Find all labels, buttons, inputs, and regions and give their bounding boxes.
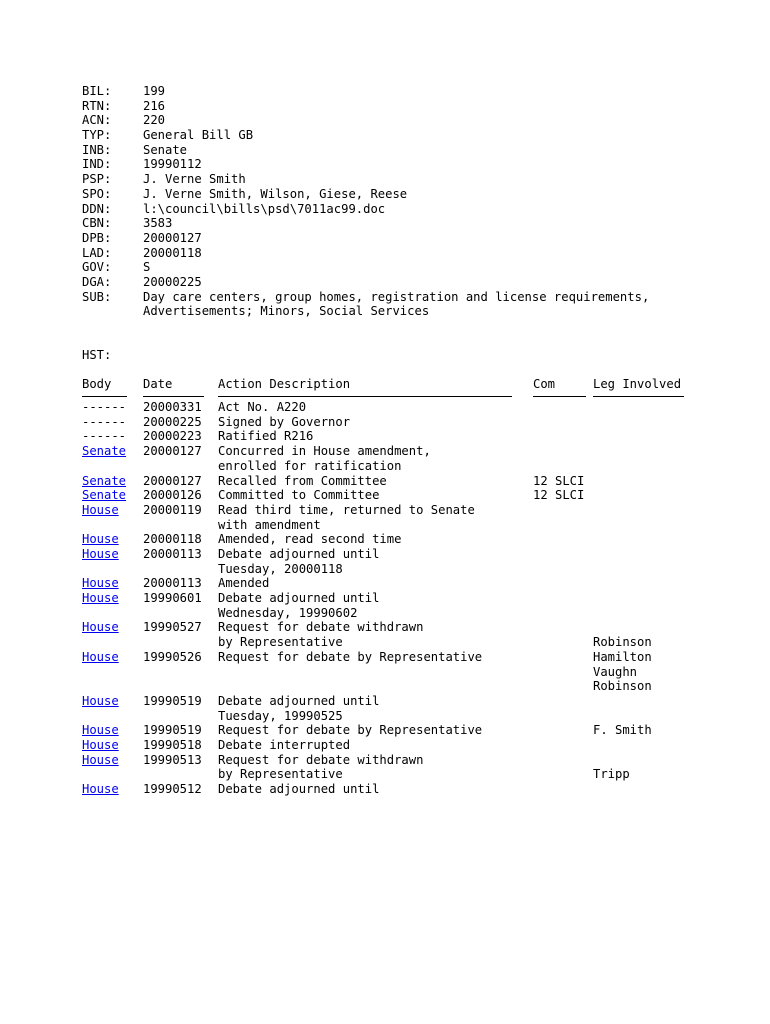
history-body-cell: [82, 650, 143, 694]
history-leg-line: Tripp: [593, 767, 630, 782]
history-body-cell: [82, 723, 143, 738]
history-com: [533, 738, 593, 753]
history-action: [218, 488, 533, 503]
rule-date: [143, 396, 204, 397]
history-com: [533, 576, 593, 591]
body-link[interactable]: House: [82, 752, 119, 767]
history-body-cell: [82, 488, 143, 503]
history-row: [82, 474, 722, 489]
history-leg: [593, 503, 693, 532]
history-com: [533, 415, 593, 430]
history-com: [533, 591, 593, 620]
field-row: [82, 113, 722, 128]
header-leg: Leg Involved: [593, 377, 682, 392]
history-action: [218, 753, 533, 782]
field-key: PSP:: [82, 172, 112, 187]
field-key: DDN:: [82, 201, 112, 216]
history-body-cell: [82, 429, 143, 444]
body-link[interactable]: House: [82, 782, 119, 797]
body-link[interactable]: Senate: [82, 444, 127, 459]
history-action-line: enrolled for ratification: [218, 458, 402, 473]
history-date: 20000113: [143, 576, 202, 591]
history-action-line: Tuesday, 19990525: [218, 708, 343, 723]
history-leg-line: F. Smith: [593, 723, 652, 738]
history-com: [533, 723, 593, 738]
history-row: [82, 620, 722, 649]
history-leg: [593, 753, 693, 782]
history-com: [533, 782, 593, 797]
history-leg: [593, 415, 693, 430]
history-date: 20000127: [143, 444, 202, 459]
history-body-cell: [82, 620, 143, 649]
history-leg-line: Robinson: [593, 679, 652, 694]
history-com: [533, 547, 593, 576]
history-leg: [593, 429, 693, 444]
history-body-cell: [82, 415, 143, 430]
history-action-line: Concurred in House amendment,: [218, 444, 431, 459]
field-value: General Bill GB: [143, 128, 254, 143]
history-com: [533, 620, 593, 649]
history-date: 19990601: [143, 591, 202, 606]
history-action: [218, 723, 533, 738]
header-action: Action Description: [218, 377, 351, 392]
history-com: [533, 503, 593, 532]
rule-action: [218, 396, 512, 397]
field-row: [82, 172, 722, 187]
history-action-line: Request for debate withdrawn: [218, 752, 424, 767]
history-leg-line: [593, 620, 693, 635]
field-value: S: [143, 260, 151, 275]
history-action: [218, 738, 533, 753]
history-action-line: Debate interrupted: [218, 738, 351, 752]
history-date: 20000113: [143, 547, 202, 562]
body-link[interactable]: House: [82, 532, 119, 547]
subject-line: Day care centers, group homes, registration and license requirements,: [143, 289, 650, 304]
history-label: HST:: [82, 348, 112, 362]
field-value: 20000225: [143, 274, 202, 289]
history-date: 20000225: [143, 414, 202, 429]
history-body-cell: [82, 753, 143, 782]
history-leg-line: [593, 753, 693, 768]
history-body-cell: [82, 532, 143, 547]
history-leg-line: Vaughn: [593, 664, 638, 679]
header-com: Com: [533, 377, 556, 392]
history-action-line: Ratified R216: [218, 429, 314, 444]
body-placeholder: ------: [82, 429, 127, 444]
history-com: [533, 488, 593, 503]
history-action-line: Request for debate by Representative: [218, 649, 483, 664]
history-leg: [593, 400, 693, 415]
field-value: 20000127: [143, 230, 202, 245]
history-com: [533, 532, 593, 547]
history-row: [82, 547, 722, 576]
body-link[interactable]: House: [82, 591, 119, 606]
history-action: [218, 444, 533, 473]
history-com-line: 12 SLCI: [533, 473, 585, 488]
field-key: IND:: [82, 157, 112, 172]
history-row: [82, 753, 722, 782]
history-row: [82, 444, 722, 473]
history-action-line: Committed to Committee: [218, 488, 380, 503]
history-action: [218, 400, 533, 415]
field-value: 220: [143, 113, 166, 128]
history-leg: [593, 488, 693, 503]
history-row: [82, 782, 722, 797]
history-action: [218, 620, 533, 649]
history-action: [218, 694, 533, 723]
history-date: 20000331: [143, 400, 202, 415]
field-value: 3583: [143, 216, 173, 231]
history-com: [533, 444, 593, 473]
history-action-line: Signed by Governor: [218, 414, 351, 429]
history-action-line: by Representative: [218, 635, 343, 650]
history-action: [218, 650, 533, 694]
history-com: [533, 429, 593, 444]
history-leg: [593, 620, 693, 649]
history-com: [533, 400, 593, 415]
history-body-cell: [82, 400, 143, 415]
history-action-line: Amended, read second time: [218, 532, 402, 547]
field-row: [82, 231, 722, 246]
rule-com: [533, 396, 586, 397]
subject-lines: [143, 290, 649, 319]
body-link[interactable]: House: [82, 502, 119, 517]
history-com-line: 12 SLCI: [533, 488, 585, 503]
history-body-cell: [82, 591, 143, 620]
field-row: [82, 157, 722, 172]
history-action: [218, 782, 533, 797]
history-date: 19990518: [143, 738, 202, 752]
field-row: [82, 143, 722, 158]
history-action-line: Tuesday, 20000118: [218, 561, 343, 576]
history-date: 19990527: [143, 620, 202, 635]
field-value: 199: [143, 84, 166, 98]
history-body-cell: [82, 782, 143, 797]
field-key: RTN:: [82, 98, 112, 113]
history-leg: [593, 738, 693, 753]
history-leg: [593, 782, 693, 797]
history-leg: [593, 474, 693, 489]
field-value: Senate: [143, 142, 188, 157]
history-action-line: Debate adjourned until: [218, 591, 380, 606]
field-sub: [82, 290, 722, 319]
history-action-line: Request for debate withdrawn: [218, 620, 424, 635]
history-row: [82, 400, 722, 415]
field-row: [82, 246, 722, 261]
history-action: [218, 415, 533, 430]
field-value: J. Verne Smith: [143, 172, 246, 187]
history-row: [82, 650, 722, 694]
body-link[interactable]: House: [82, 649, 119, 664]
history-action-line: Recalled from Committee: [218, 473, 387, 488]
rule-leg: [593, 396, 684, 397]
history-com: [533, 753, 593, 782]
field-list: [82, 84, 722, 290]
field-row: [82, 202, 722, 217]
history-leg: [593, 723, 693, 738]
history-row: [82, 591, 722, 620]
history-action: [218, 591, 533, 620]
body-link[interactable]: House: [82, 547, 119, 562]
body-placeholder: ------: [82, 400, 127, 415]
history-com: [533, 474, 593, 489]
history-action-line: Request for debate by Representative: [218, 723, 483, 738]
history-row: [82, 488, 722, 503]
header-rules: [82, 392, 722, 400]
history-date: 19990519: [143, 723, 202, 738]
body-link[interactable]: House: [82, 693, 119, 708]
field-key: SUB:: [82, 289, 112, 304]
history-action: [218, 576, 533, 591]
history-row: [82, 723, 722, 738]
history-leg: [593, 650, 693, 694]
history-row: [82, 576, 722, 591]
history-com: [533, 650, 593, 694]
body-placeholder: ------: [82, 414, 127, 429]
history-body-cell: [82, 694, 143, 723]
history-leg-line: Hamilton: [593, 649, 652, 664]
body-link[interactable]: House: [82, 738, 119, 752]
history-body-cell: [82, 503, 143, 532]
history-header: [82, 377, 722, 392]
history-leg: [593, 532, 693, 547]
history-leg: [593, 547, 693, 576]
body-link[interactable]: Senate: [82, 473, 127, 488]
history-action-line: Read third time, returned to Senate: [218, 502, 475, 517]
history-action: [218, 547, 533, 576]
field-value: 19990112: [143, 157, 202, 172]
field-row: [82, 275, 722, 290]
history-date: 20000126: [143, 488, 202, 503]
history-action-line: by Representative: [218, 767, 343, 782]
history-body-cell: [82, 547, 143, 576]
field-value: J. Verne Smith, Wilson, Giese, Reese: [143, 186, 408, 201]
history-date: 20000223: [143, 429, 202, 444]
history-action-line: Debate adjourned until: [218, 693, 380, 708]
field-value: 216: [143, 98, 166, 113]
field-key: GOV:: [82, 260, 112, 275]
field-row: [82, 99, 722, 114]
field-row: [82, 187, 722, 202]
field-key: BIL:: [82, 84, 112, 98]
field-key: DGA:: [82, 274, 112, 289]
field-row: [82, 128, 722, 143]
history-leg-line: Robinson: [593, 635, 652, 650]
field-key: DPB:: [82, 230, 112, 245]
field-row: [82, 84, 722, 99]
history-row: [82, 503, 722, 532]
rule-body: [82, 396, 127, 397]
header-date: Date: [143, 377, 173, 392]
field-row: [82, 216, 722, 231]
field-key: LAD:: [82, 245, 112, 260]
history-leg: [593, 694, 693, 723]
history-date: 20000118: [143, 532, 202, 547]
history-table: [82, 400, 722, 797]
body-link[interactable]: House: [82, 620, 119, 635]
history-date: 20000127: [143, 473, 202, 488]
history-leg: [593, 591, 693, 620]
header-body: Body: [82, 377, 112, 392]
history-row: [82, 694, 722, 723]
history-action: [218, 474, 533, 489]
field-key: TYP:: [82, 128, 112, 143]
history-date: 19990513: [143, 752, 202, 767]
subject-line: Advertisements; Minors, Social Services: [143, 304, 430, 319]
history-date: 19990512: [143, 782, 202, 797]
history-action-line: Debate adjourned until: [218, 782, 380, 797]
history-com: [533, 694, 593, 723]
history-date: 19990526: [143, 649, 202, 664]
history-leg: [593, 576, 693, 591]
field-value: l:\council\bills\psd\7011ac99.doc: [143, 201, 386, 216]
history-action: [218, 503, 533, 532]
bill-record: [82, 84, 722, 797]
history-action-line: Act No. A220: [218, 400, 307, 415]
history-action: [218, 429, 533, 444]
history-row: [82, 429, 722, 444]
field-key: ACN:: [82, 113, 112, 128]
history-action-line: Amended: [218, 576, 270, 591]
history-body-cell: [82, 474, 143, 489]
field-key: CBN:: [82, 216, 112, 231]
history-date: 20000119: [143, 502, 202, 517]
body-link[interactable]: House: [82, 723, 119, 738]
history-action: [218, 532, 533, 547]
field-key: SPO:: [82, 186, 112, 201]
field-value: 20000118: [143, 245, 202, 260]
history-action-line: Wednesday, 19990602: [218, 605, 358, 620]
history-row: [82, 415, 722, 430]
field-key: INB:: [82, 142, 112, 157]
body-link[interactable]: House: [82, 576, 119, 591]
history-row: [82, 532, 722, 547]
history-body-cell: [82, 444, 143, 473]
history-row: [82, 738, 722, 753]
history-body-cell: [82, 738, 143, 753]
history-action-line: with amendment: [218, 517, 321, 532]
history-date: 19990519: [143, 693, 202, 708]
history-leg: [593, 444, 693, 473]
history-action-line: Debate adjourned until: [218, 547, 380, 562]
history-body-cell: [82, 576, 143, 591]
body-link[interactable]: Senate: [82, 488, 127, 503]
field-row: [82, 260, 722, 275]
